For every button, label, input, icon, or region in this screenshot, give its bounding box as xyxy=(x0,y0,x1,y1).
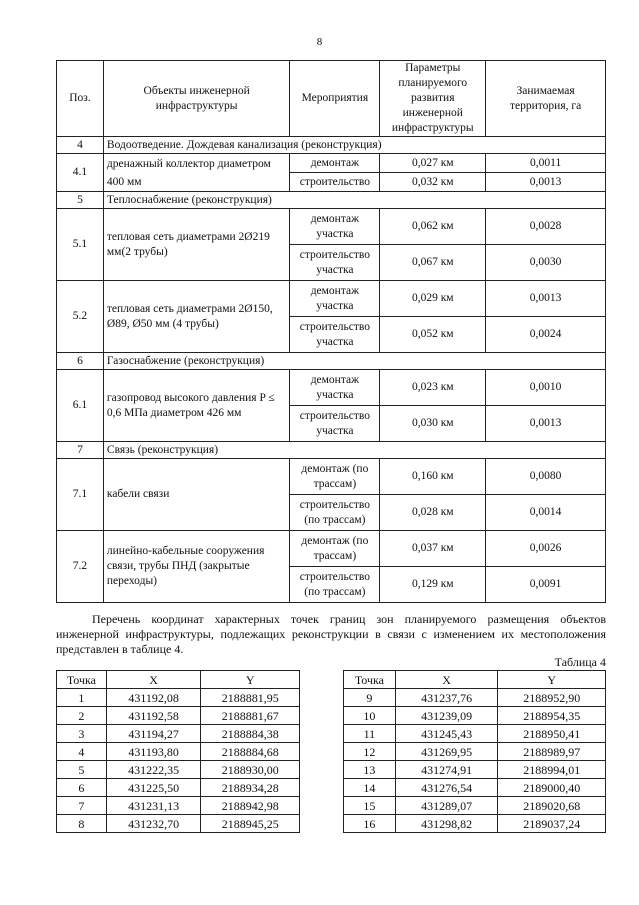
coord-x: 431222,35 xyxy=(106,761,201,779)
header-area: Занимаемая территория, га xyxy=(486,61,606,137)
coord-header-point: Точка xyxy=(344,671,396,689)
coord-row xyxy=(344,761,606,779)
coord-row xyxy=(57,761,300,779)
coord-y: 2188954,35 xyxy=(498,707,606,725)
item-measure: демонтаж xyxy=(290,154,380,173)
coord-header-row xyxy=(344,671,606,689)
item-pos: 7.2 xyxy=(57,531,104,603)
table4-caption: Таблица 4 xyxy=(554,655,606,669)
coord-x: 431192,58 xyxy=(106,707,201,725)
coord-x: 431192,08 xyxy=(106,689,201,707)
section-row xyxy=(57,353,606,370)
coord-x: 431225,50 xyxy=(106,779,201,797)
coord-header-x: X xyxy=(395,671,498,689)
coord-y: 2189020,68 xyxy=(498,797,606,815)
coord-y: 2188945,25 xyxy=(201,815,300,833)
paragraph-text: Перечень координат характерных точек границ зон планируемого размещения объектов инженерной инфраструктуры, подлежащих реконструкции в связи с изменением их местоположения представлен в таблице 4. xyxy=(56,612,606,656)
coord-y: 2188994,01 xyxy=(498,761,606,779)
coord-point: 15 xyxy=(344,797,396,815)
coord-y: 2189000,40 xyxy=(498,779,606,797)
item-measure: строительство (по трассам) xyxy=(290,495,380,531)
coordinates-table-right xyxy=(343,670,606,833)
coordinates-paragraph xyxy=(56,612,606,657)
section-title: Газоснабжение (реконструкция) xyxy=(103,353,605,370)
coord-point: 4 xyxy=(57,743,107,761)
section-row xyxy=(57,192,606,209)
coord-row xyxy=(57,815,300,833)
header-pos: Поз. xyxy=(57,61,104,137)
coord-point: 6 xyxy=(57,779,107,797)
coord-y: 2188884,68 xyxy=(201,743,300,761)
item-object: дренажный коллектор диаметром 400 мм xyxy=(103,154,290,192)
item-object: газопровод высокого давления P ≤ 0,6 МПа диаметром 426 мм xyxy=(103,370,290,442)
item-param: 0,032 км xyxy=(380,173,486,192)
section-title: Водоотведение. Дождевая канализация (реконструкция) xyxy=(103,137,605,154)
item-pos: 4.1 xyxy=(57,154,104,192)
table-row xyxy=(57,281,606,317)
section-title: Связь (реконструкция) xyxy=(103,442,605,459)
item-measure: демонтаж участка xyxy=(290,281,380,317)
item-pos: 6.1 xyxy=(57,370,104,442)
item-measure: строительство (по трассам) xyxy=(290,567,380,603)
coord-point: 7 xyxy=(57,797,107,815)
section-row xyxy=(57,137,606,154)
infrastructure-table xyxy=(56,60,606,603)
coord-point: 3 xyxy=(57,725,107,743)
table-row xyxy=(57,531,606,567)
item-area: 0,0013 xyxy=(486,406,606,442)
page-number: 8 xyxy=(316,36,323,48)
item-pos: 5.1 xyxy=(57,209,104,281)
coord-y: 2188989,97 xyxy=(498,743,606,761)
table-row xyxy=(57,459,606,495)
item-param: 0,030 км xyxy=(380,406,486,442)
coord-point: 12 xyxy=(344,743,396,761)
coord-row xyxy=(57,689,300,707)
coord-row xyxy=(344,743,606,761)
coord-header-row xyxy=(57,671,300,689)
item-area: 0,0030 xyxy=(486,245,606,281)
item-measure: строительство участка xyxy=(290,317,380,353)
coord-row xyxy=(57,797,300,815)
section-num: 7 xyxy=(57,442,104,459)
item-measure: демонтаж участка xyxy=(290,370,380,406)
coord-y: 2188881,67 xyxy=(201,707,300,725)
item-object: тепловая сеть диаметрами 2Ø150, Ø89, Ø50 мм (4 трубы) xyxy=(103,281,290,353)
coord-point: 9 xyxy=(344,689,396,707)
coord-row xyxy=(344,779,606,797)
table-row xyxy=(57,209,606,245)
coord-x: 431298,82 xyxy=(395,815,498,833)
table-row xyxy=(57,370,606,406)
item-param: 0,027 км xyxy=(380,154,486,173)
coord-x: 431239,09 xyxy=(395,707,498,725)
section-title: Теплоснабжение (реконструкция) xyxy=(103,192,605,209)
coord-x: 431193,80 xyxy=(106,743,201,761)
coord-row xyxy=(344,815,606,833)
coord-point: 10 xyxy=(344,707,396,725)
section-num: 6 xyxy=(57,353,104,370)
table-row xyxy=(57,154,606,173)
coord-row xyxy=(57,707,300,725)
header-objects: Объекты инженерной инфраструктуры xyxy=(103,61,290,137)
item-param: 0,062 км xyxy=(380,209,486,245)
header-row xyxy=(57,61,606,137)
coord-point: 11 xyxy=(344,725,396,743)
item-measure: строительство участка xyxy=(290,245,380,281)
coord-x: 431245,43 xyxy=(395,725,498,743)
item-param: 0,023 км xyxy=(380,370,486,406)
coord-y: 2188950,41 xyxy=(498,725,606,743)
item-object: кабели связи xyxy=(103,459,290,531)
item-area: 0,0024 xyxy=(486,317,606,353)
item-area: 0,0080 xyxy=(486,459,606,495)
item-area: 0,0010 xyxy=(486,370,606,406)
item-area: 0,0013 xyxy=(486,281,606,317)
item-measure: демонтаж (по трассам) xyxy=(290,459,380,495)
coord-point: 8 xyxy=(57,815,107,833)
coord-y: 2188952,90 xyxy=(498,689,606,707)
item-area: 0,0014 xyxy=(486,495,606,531)
coord-y: 2188881,95 xyxy=(201,689,300,707)
coord-row xyxy=(344,725,606,743)
item-measure: строительство участка xyxy=(290,406,380,442)
coord-x: 431231,13 xyxy=(106,797,201,815)
coord-y: 2188930,00 xyxy=(201,761,300,779)
coord-point: 14 xyxy=(344,779,396,797)
item-area: 0,0028 xyxy=(486,209,606,245)
coord-y: 2189037,24 xyxy=(498,815,606,833)
coordinates-table-left xyxy=(56,670,300,833)
coord-x: 431269,95 xyxy=(395,743,498,761)
coord-point: 5 xyxy=(57,761,107,779)
coord-point: 2 xyxy=(57,707,107,725)
coord-header-x: X xyxy=(106,671,201,689)
item-param: 0,029 км xyxy=(380,281,486,317)
coord-point: 1 xyxy=(57,689,107,707)
coord-x: 431194,27 xyxy=(106,725,201,743)
item-area: 0,0091 xyxy=(486,567,606,603)
item-param: 0,052 км xyxy=(380,317,486,353)
item-measure: строительство xyxy=(290,173,380,192)
coord-x: 431289,07 xyxy=(395,797,498,815)
item-object: линейно-кабельные сооружения связи, трубы ПНД (закрытые переходы) xyxy=(103,531,290,603)
coord-x: 431274,91 xyxy=(395,761,498,779)
item-param: 0,067 км xyxy=(380,245,486,281)
coord-row xyxy=(57,779,300,797)
section-num: 5 xyxy=(57,192,104,209)
section-num: 4 xyxy=(57,137,104,154)
coord-header-y: Y xyxy=(201,671,300,689)
item-param: 0,160 км xyxy=(380,459,486,495)
item-param: 0,129 км xyxy=(380,567,486,603)
coord-x: 431232,70 xyxy=(106,815,201,833)
item-pos: 7.1 xyxy=(57,459,104,531)
item-param: 0,037 км xyxy=(380,531,486,567)
item-area: 0,0011 xyxy=(486,154,606,173)
coord-point: 13 xyxy=(344,761,396,779)
item-measure: демонтаж участка xyxy=(290,209,380,245)
item-area: 0,0026 xyxy=(486,531,606,567)
item-object: тепловая сеть диаметрами 2Ø219 мм(2 трубы) xyxy=(103,209,290,281)
item-measure: демонтаж (по трассам) xyxy=(290,531,380,567)
item-param: 0,028 км xyxy=(380,495,486,531)
coord-x: 431237,76 xyxy=(395,689,498,707)
coord-y: 2188884,38 xyxy=(201,725,300,743)
coord-point: 16 xyxy=(344,815,396,833)
coord-header-point: Точка xyxy=(57,671,107,689)
item-area: 0,0013 xyxy=(486,173,606,192)
coord-row xyxy=(344,707,606,725)
header-params: Параметры планируемого развития инженерной инфраструктуры xyxy=(380,61,486,137)
section-row xyxy=(57,442,606,459)
coord-row xyxy=(344,689,606,707)
coord-x: 431276,54 xyxy=(395,779,498,797)
header-measures: Мероприятия xyxy=(290,61,380,137)
item-pos: 5.2 xyxy=(57,281,104,353)
coord-row xyxy=(57,743,300,761)
coord-y: 2188934,28 xyxy=(201,779,300,797)
coord-row xyxy=(344,797,606,815)
coord-header-y: Y xyxy=(498,671,606,689)
coord-y: 2188942,98 xyxy=(201,797,300,815)
coord-row xyxy=(57,725,300,743)
